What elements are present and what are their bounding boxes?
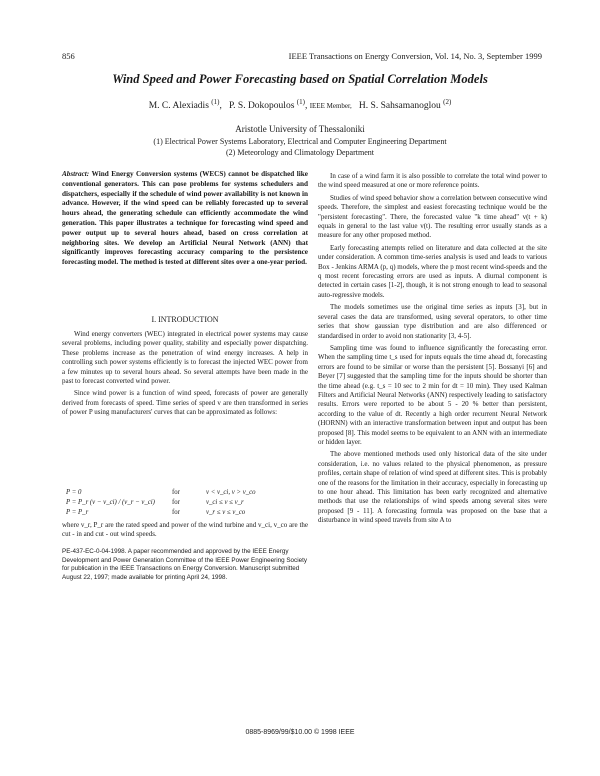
section-heading: I. INTRODUCTION	[151, 315, 219, 324]
intro-text	[62, 330, 308, 421]
affiliation-1: (1) Electrical Power Systems Laboratory, Electrical and Computer Engineering Department	[153, 137, 447, 146]
copyright-code: 0885-8969/99/$10.00 © 1998 IEEE	[245, 729, 355, 736]
after-equation-text	[62, 521, 308, 543]
intro-paragraph-1: Wind energy converters (WEC) integrated in electrical power systems may cause several problems, including power quality, stability and especially power dispatching. These problems increase as the penetration of wind energy increases. A help in controlling such power systems efficiently is to forecast the injected WEC power from a few minutes up to several hours ahead. So several attempts have been made in the past to forecast converted wind power.	[62, 330, 308, 386]
power-curve-equations	[62, 488, 308, 518]
equation-for: for	[172, 509, 180, 516]
right-paragraph-6: The above mentioned methods used only historical data of the site under consideration, i.e. no values related to the physical phenomenon, as pressure profiles, certain shape of relation of wind speed at different sites. This is probably one of the reasons for the limitation in their accuracy, especially in forecasting up to one hour ahead. This limitation has been early recognized and alternative methods that use the relationships of wind speeds among several sites were proposed [9 - 11]. A forecasting formula was proposed on the base that a disturbance in wind speed travels from site A to	[318, 450, 547, 525]
abstract-text: Wind Energy Conversion systems (WECS) cannot be dispatched like conventional generators. This can pose problems for systems schedulers and dispatchers, especially if the schedule of wind power availability is not known in advance. However, if the wind speed can be reliably forecasted up to several hours ahead, the generating schedule can efficiently accommodate the wind generation. This paper illustrates a technique for forecasting wind speed and power output up to several hours ahead, based on cross correlation at neighboring sites. We develop an Artificial Neural Network (ANN) that significantly improves forecasting accuracy comparing to the persistence forecasting model. The method is tested at different sites over a one-year period.	[62, 170, 308, 267]
author-3: H. S. Sahsamanoglou	[358, 101, 441, 112]
equation-for: for	[172, 489, 180, 496]
equation-row	[62, 488, 308, 498]
equation-row	[62, 508, 308, 518]
equation-lhs: P = P_r (v − v_ci) / (v_r − v_ci)	[66, 499, 155, 506]
equation-lhs: P = P_r	[66, 509, 89, 516]
affiliation-2: (2) Meteorology and Climatology Department	[226, 148, 374, 157]
abstract-label: Abstract:	[62, 170, 90, 178]
after-equation-paragraph: where v_r, P_r are the rated speed and power of the wind turbine and v_ci, v_co are the cut - in and cut - out wind speeds.	[62, 521, 308, 539]
author-3-affil: (2)	[443, 98, 452, 106]
equation-row	[62, 498, 308, 508]
ieee-member: IEEE Member,	[309, 102, 352, 111]
page-number: 856	[62, 51, 75, 61]
right-paragraph-3: Early forecasting attempts relied on literature and data collected at the site under consideration. A common time-series analysis is used and leads to various Box - Jenkins ARMA (p, q) models, where the p most recent wind-speeds and the q most recent forecasting errors are used as inputs. A diurnal component is detected in certain cases [1-2], though, it is not strong enough to lead to seasonal auto-regressive models.	[318, 243, 547, 299]
university: Aristotle University of Thessaloniki	[235, 124, 365, 134]
right-paragraph-2: Studies of wind speed behavior show a correlation between consecutive wind speeds. Therefore, the simplest and easiest forecasting technique would be the "persistent forecasting". There, the forecasted value "k time ahead" v(t + k) equals in general to the last value v(t). The resulting error usually stands as a measure for any other proposed method.	[318, 193, 547, 240]
footnote: PE-437-EC-0-04-1998. A paper recommended and approved by the IEEE Energy Development and Power Generation Committee of the IEEE Power Engineering Society for publication in the IEEE Transactions on Energy Conversion. Manuscript submitted August 22, 1997; made available for printing April 24, 1998.	[62, 548, 308, 581]
journal-header: IEEE Transactions on Energy Conversion, Vol. 14, No. 3, September 1999	[288, 51, 542, 61]
equation-condition: v_ci ≤ v ≤ v_r	[206, 499, 244, 506]
author-1-affil: (1)	[211, 98, 220, 106]
right-paragraph-1: In case of a wind farm it is also possible to correlate the total wind power to the wind speed measured at one or more reference points.	[318, 172, 547, 190]
right-column	[318, 172, 547, 529]
right-paragraph-4: The models sometimes use the original time series as inputs [3], but in several cases the data are transformed, using several operators, to other time series that show gaussian type distribution and are also differenced or standardised in order to avoid non stationarity [3, 4-5].	[318, 303, 547, 340]
abstract	[62, 170, 308, 271]
equation-lhs: P = 0	[66, 489, 82, 496]
equation-for: for	[172, 499, 180, 506]
equation-condition: v_r ≤ v ≤ v_co	[206, 509, 246, 516]
right-paragraph-5: Sampling time was found to influence significantly the forecasting error. When the sampling time t_s used for inputs equals the time ahead dt, forecasting errors are found to be similar or worse than the persistent [5]. Bossanyi [6] and Beyer [7] suggested that the sampling time for the inputs should be shorter than the time ahead (e.g. t_s = 10 sec to 2 min for dt = 10 min). They used Kalman Filters and Artificial Neural Networks (ANN) respectively leading to satisfactory results. Errors were reported to be about 5 - 20 % better than persistent, according to the value of dt. Recently a high order recurrent Neural Network (HORNN) with an interactive transformation between input and output has been proposed [8]. This model seems to be equivalent to an ANN with an intermediate or hidden layer.	[318, 343, 547, 446]
author-1: M. C. Alexiadis	[148, 101, 209, 112]
equation-condition: v < v_ci, v > v_co	[206, 489, 256, 496]
intro-paragraph-2: Since wind power is a function of wind speed, forecasts of power are generally derived from forecasts of speed. Time series of speed v are then transformed in series of power P using manufacturers' curves that can be approximated as follows:	[62, 389, 308, 417]
author-2-affil: (1)	[296, 98, 305, 106]
paper-title: Wind Speed and Power Forecasting based on Spatial Correlation Models	[112, 72, 488, 86]
author-line: M. C. Alexiadis $^{(1)}$, P. S. Dokopoulos $^{(1)}$, IEEE Member, H. S. Sahsamanoglou $^{(2)}$	[148, 98, 452, 112]
author-2: P. S. Dokopoulos	[228, 101, 295, 112]
